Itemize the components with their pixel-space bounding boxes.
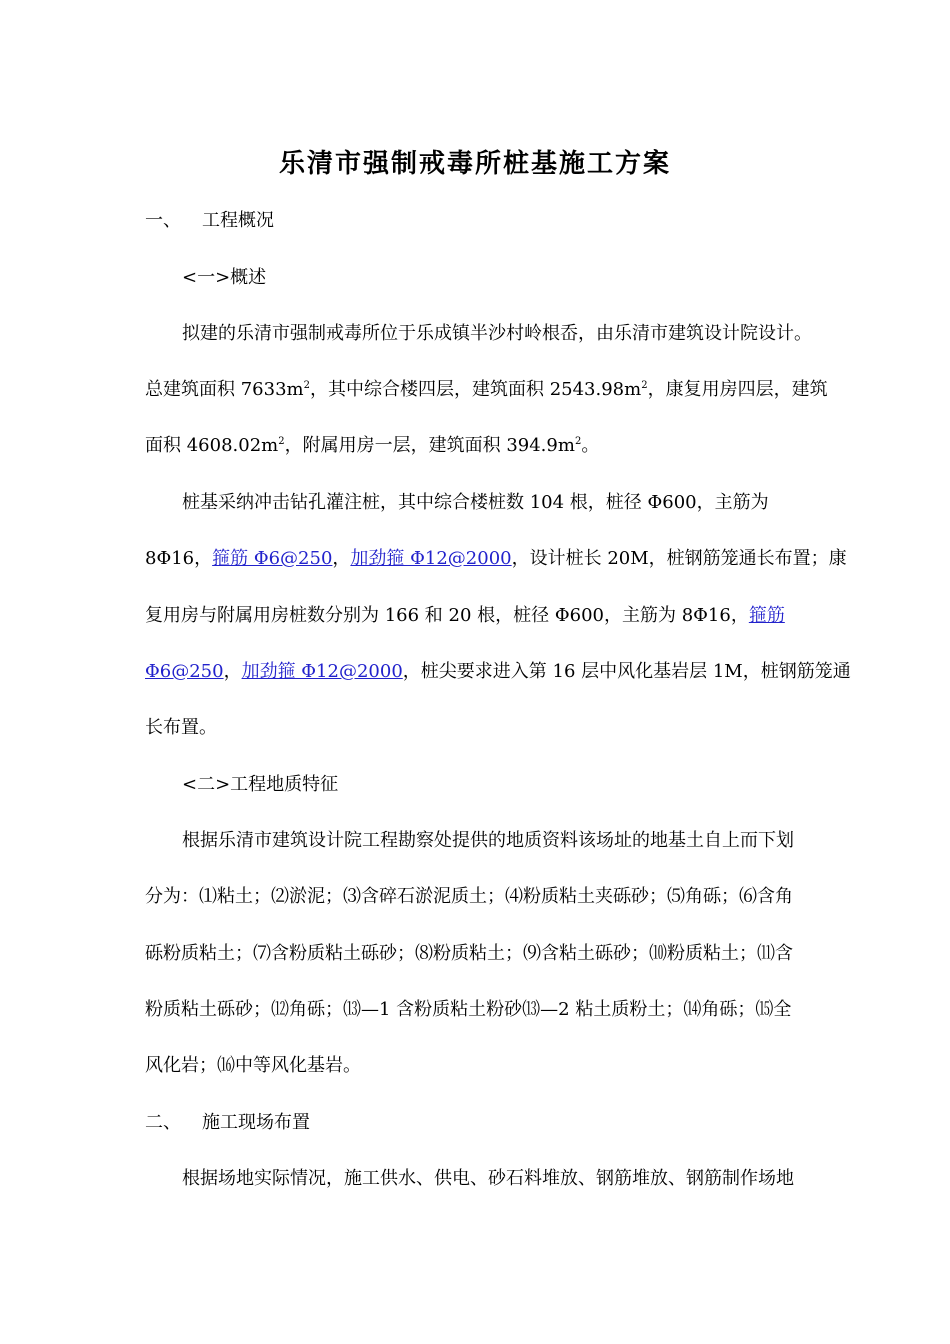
text-run: ，桩尖要求进入第 16 层中风化基岩层 1M，桩钢筋笼通	[402, 661, 851, 682]
paragraph-line	[145, 375, 828, 405]
paragraph-line: 长布置。	[145, 717, 217, 738]
text-run: 面积 4608.02m	[145, 435, 279, 456]
paragraph-line: 根据乐清市建筑设计院工程勘察处提供的地质资料该场址的地基土自上而下划	[182, 830, 794, 851]
document-title: 乐清市强制戒毒所桩基施工方案	[278, 149, 671, 179]
superscript: 2	[278, 436, 285, 447]
paragraph-line: 分为：⑴粘土；⑵淤泥；⑶含碎石淤泥质土；⑷粉质粘土夹砾砂；⑸角砾；⑹含角	[145, 886, 793, 907]
section-heading-1	[145, 206, 274, 236]
stiffening-hoop-link[interactable]: 加劲箍 Φ12@2000	[350, 548, 512, 569]
section-title: 施工现场布置	[202, 1112, 310, 1133]
text-run: ，其中综合楼四层，建筑面积 2543.98m	[309, 379, 642, 400]
paragraph-line: 风化岩；⒃中等风化基岩。	[145, 1055, 361, 1076]
section-title: 工程概况	[202, 210, 274, 231]
stirrup-link[interactable]: 箍筋	[748, 605, 785, 626]
subsection-heading-geology: <二>工程地质特征	[182, 774, 339, 795]
text-run: 8Φ16，	[145, 548, 213, 569]
paragraph-line: 根据场地实际情况，施工供水、供电、砂石料堆放、钢筋堆放、钢筋制作场地	[182, 1168, 794, 1189]
text-run: ，	[332, 548, 351, 569]
stirrup-link[interactable]: Φ6@250	[145, 661, 224, 682]
paragraph-line: 拟建的乐清市强制戒毒所位于乐成镇半沙村岭根岙，由乐清市建筑设计院设计。	[182, 323, 812, 344]
text-run: ，康复用房四层，建筑	[647, 379, 828, 400]
paragraph-line	[145, 601, 785, 631]
superscript: 2	[303, 380, 310, 391]
stirrup-link[interactable]: 箍筋 Φ6@250	[212, 548, 333, 569]
stiffening-hoop-link[interactable]: 加劲箍 Φ12@2000	[241, 661, 403, 682]
paragraph-line: 砾粉质粘土；⑺含粉质粘土砾砂；⑻粉质粘土；⑼含粘土砾砂；⑽粉质粘土；⑾含	[145, 943, 793, 964]
superscript: 2	[641, 380, 648, 391]
paragraph-line	[145, 544, 847, 574]
text-run: 。	[581, 435, 600, 456]
text-run: 总建筑面积 7633m	[145, 379, 304, 400]
section-number: 一、	[145, 210, 181, 231]
paragraph-line: 桩基采纳冲击钻孔灌注桩，其中综合楼桩数 104 根，桩径 Φ600，主筋为	[182, 492, 769, 513]
subsection-heading-overview: <一>概述	[182, 267, 267, 288]
superscript: 2	[574, 436, 582, 447]
paragraph-line: 粉质粘土砾砂；⑿角砾；⒀—1 含粉质粘土粉砂⒀—2 粘土质粉土；⒁角砾；⒂全	[145, 999, 792, 1020]
section-heading-2	[145, 1108, 310, 1138]
text-run: 复用房与附属用房桩数分别为 166 和 20 根，桩径 Φ600，主筋为 8Φ16，	[145, 605, 749, 626]
text-run: ，	[223, 661, 242, 682]
text-run: ，附属用房一层，建筑面积 394.9m	[284, 435, 575, 456]
text-run: ，设计桩长 20M，桩钢筋笼通长布置；康	[511, 548, 847, 569]
paragraph-line	[145, 431, 599, 461]
section-number: 二、	[145, 1112, 181, 1133]
paragraph-line	[145, 657, 851, 687]
